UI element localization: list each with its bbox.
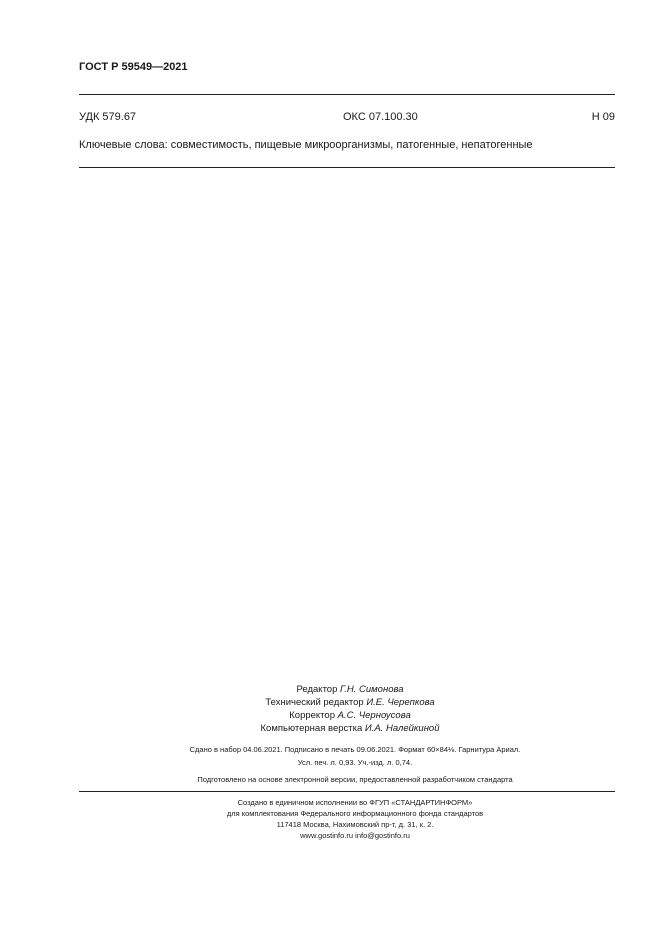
- editor-name: Г.Н. Симонова: [340, 684, 404, 695]
- tech-editor-line: [200, 696, 500, 709]
- okp-code: Н 09: [591, 111, 615, 123]
- tech-editor-label: Технический редактор: [265, 697, 364, 708]
- document-code: ГОСТ Р 59549—2021: [79, 61, 188, 73]
- layout-label: Компьютерная верстка: [260, 723, 363, 734]
- divider-middle: [79, 167, 615, 168]
- tech-editor-name: И.Е. Черепкова: [366, 697, 435, 708]
- oks-code: ОКС 07.100.30: [343, 111, 418, 123]
- corrector-name: А.С. Черноусова: [337, 710, 411, 721]
- publisher-line-2: для комплектования Федерального информационного фонда стандартов: [226, 809, 484, 818]
- corrector-label: Корректор: [289, 710, 335, 721]
- publisher-line-3: 117418 Москва, Нахимовский пр-т, д. 31, к. 2.: [276, 820, 434, 829]
- print-info: [100, 743, 610, 769]
- divider-top: [79, 94, 615, 95]
- prepared-note: Подготовлено на основе электронной версии, предоставленной разработчиком стандарта: [197, 775, 513, 784]
- udk-code: УДК 579.67: [79, 111, 137, 123]
- print-info-line-2: Усл. печ. л. 0,93. Уч.-изд. л. 0,74.: [297, 758, 413, 767]
- corrector-line: [200, 709, 500, 722]
- layout-line: [200, 722, 500, 735]
- publisher-line-4: www.gostinfo.ru info@gostinfo.ru: [300, 831, 410, 840]
- editor-label: Редактор: [296, 684, 338, 695]
- layout-name: И.А. Налейкиной: [364, 723, 440, 734]
- editorial-credits: [200, 683, 500, 735]
- divider-bottom: [79, 791, 615, 792]
- keywords-line: Ключевые слова: совместимость, пищевые микроорганизмы, патогенные, непатогенные: [79, 139, 533, 151]
- print-info-line-1: Сдано в набор 04.06.2021. Подписано в печать 09.06.2021. Формат 60×84⅛. Гарнитура Ариал.: [189, 745, 521, 754]
- publisher-line-1: Создано в единичном исполнении во ФГУП «СТАНДАРТИНФОРМ»: [237, 798, 473, 807]
- editor-line: [200, 683, 500, 696]
- publisher-block: [100, 797, 610, 841]
